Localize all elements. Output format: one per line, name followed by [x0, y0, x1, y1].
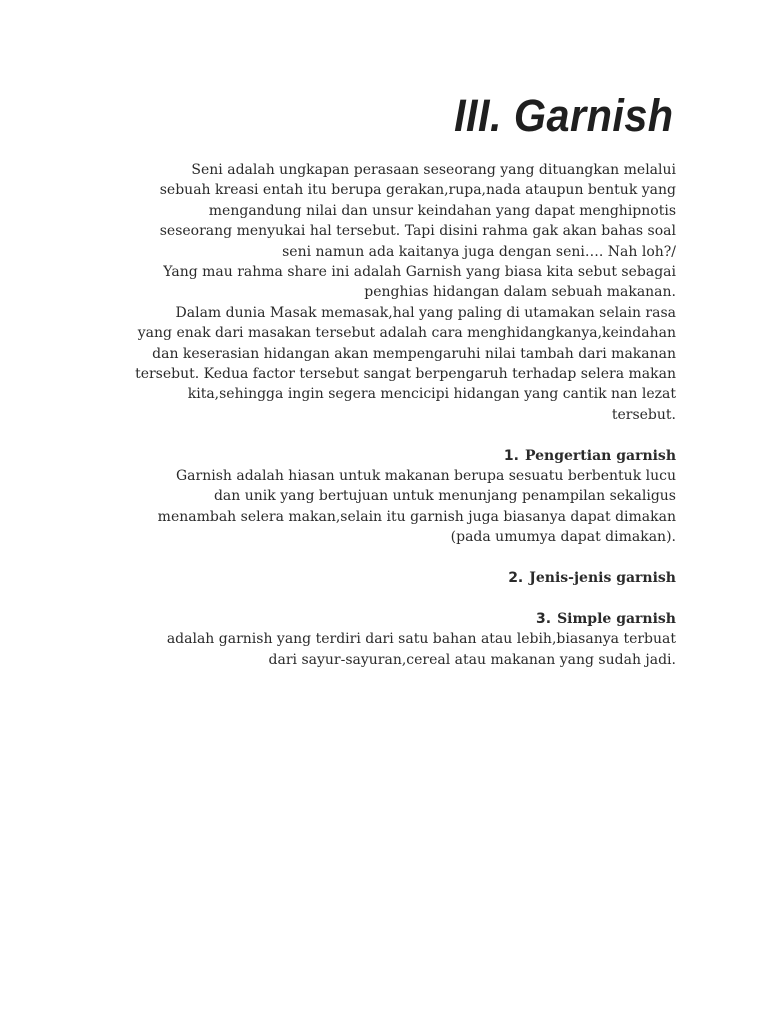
- section-number: 3.: [536, 610, 552, 627]
- body-text: [80, 160, 676, 670]
- text-line: mengandung nilai dan unsur keindahan yang dapat menghipnotis: [208, 202, 676, 219]
- section-simple: [80, 609, 676, 670]
- section-number: 1.: [503, 447, 519, 464]
- paragraph-spacer: [80, 425, 676, 445]
- text-line: (pada umumya dapat dimakan).: [450, 529, 676, 546]
- text-line: seseorang menyukai hal tersebut. Tapi disini rahma gak akan bahas soal: [159, 223, 676, 240]
- text-line: menambah selera makan,selain itu garnish juga biasanya dapat dimakan: [157, 508, 676, 525]
- text-line: dari sayur-sayuran,cereal atau makanan yang sudah jadi.: [268, 651, 676, 668]
- intro-paragraph: [80, 160, 676, 425]
- text-line: seni namun ada kaitanya juga dengan seni…. Nah loh?/: [282, 243, 676, 260]
- section-heading: [80, 609, 676, 629]
- text-line: Dalam dunia Masak memasak,hal yang paling di utamakan selain rasa: [175, 304, 676, 321]
- section-number: 2.: [508, 570, 524, 587]
- text-line: penghias hidangan dalam sebuah makanan.: [364, 284, 676, 301]
- text-line: Seni adalah ungkapan perasaan seseorang yang dituangkan melalui: [191, 162, 676, 178]
- chapter-title: III. Garnish: [454, 90, 674, 141]
- section-heading: [80, 568, 676, 588]
- section-heading: [80, 446, 676, 466]
- text-line: Yang mau rahma share ini adalah Garnish yang biasa kita sebut sebagai: [163, 264, 676, 281]
- text-line: Garnish adalah hiasan untuk makanan berupa sesuatu berbentuk lucu: [175, 468, 676, 485]
- section-heading-text: Pengertian garnish: [524, 447, 676, 464]
- text-line: dan unik yang bertujuan untuk menunjang penampilan sekaligus: [213, 488, 676, 505]
- text-line: dan keserasian hidangan akan mempengaruhi nilai tambah dari makanan: [152, 345, 676, 362]
- section-heading-text: Simple garnish: [557, 610, 676, 627]
- text-line: tersebut.: [611, 406, 676, 423]
- text-line: tersebut. Kedua factor tersebut sangat berpengaruh terhadap selera makan: [135, 366, 676, 383]
- section-heading-text: Jenis-jenis garnish: [529, 570, 676, 587]
- text-line: kita,sehingga ingin segera mencicipi hidangan yang cantik nan lezat: [187, 386, 676, 403]
- section-jenis: [80, 568, 676, 588]
- section-pengertian: [80, 446, 676, 548]
- text-line: yang enak dari masakan tersebut adalah cara menghidangkanya,keindahan: [137, 325, 676, 342]
- text-line: sebuah kreasi entah itu berupa gerakan,rupa,nada ataupun bentuk yang: [159, 182, 676, 199]
- paragraph-spacer: [80, 589, 676, 609]
- text-line: adalah garnish yang terdiri dari satu bahan atau lebih,biasanya terbuat: [166, 631, 676, 648]
- paragraph-spacer: [80, 548, 676, 568]
